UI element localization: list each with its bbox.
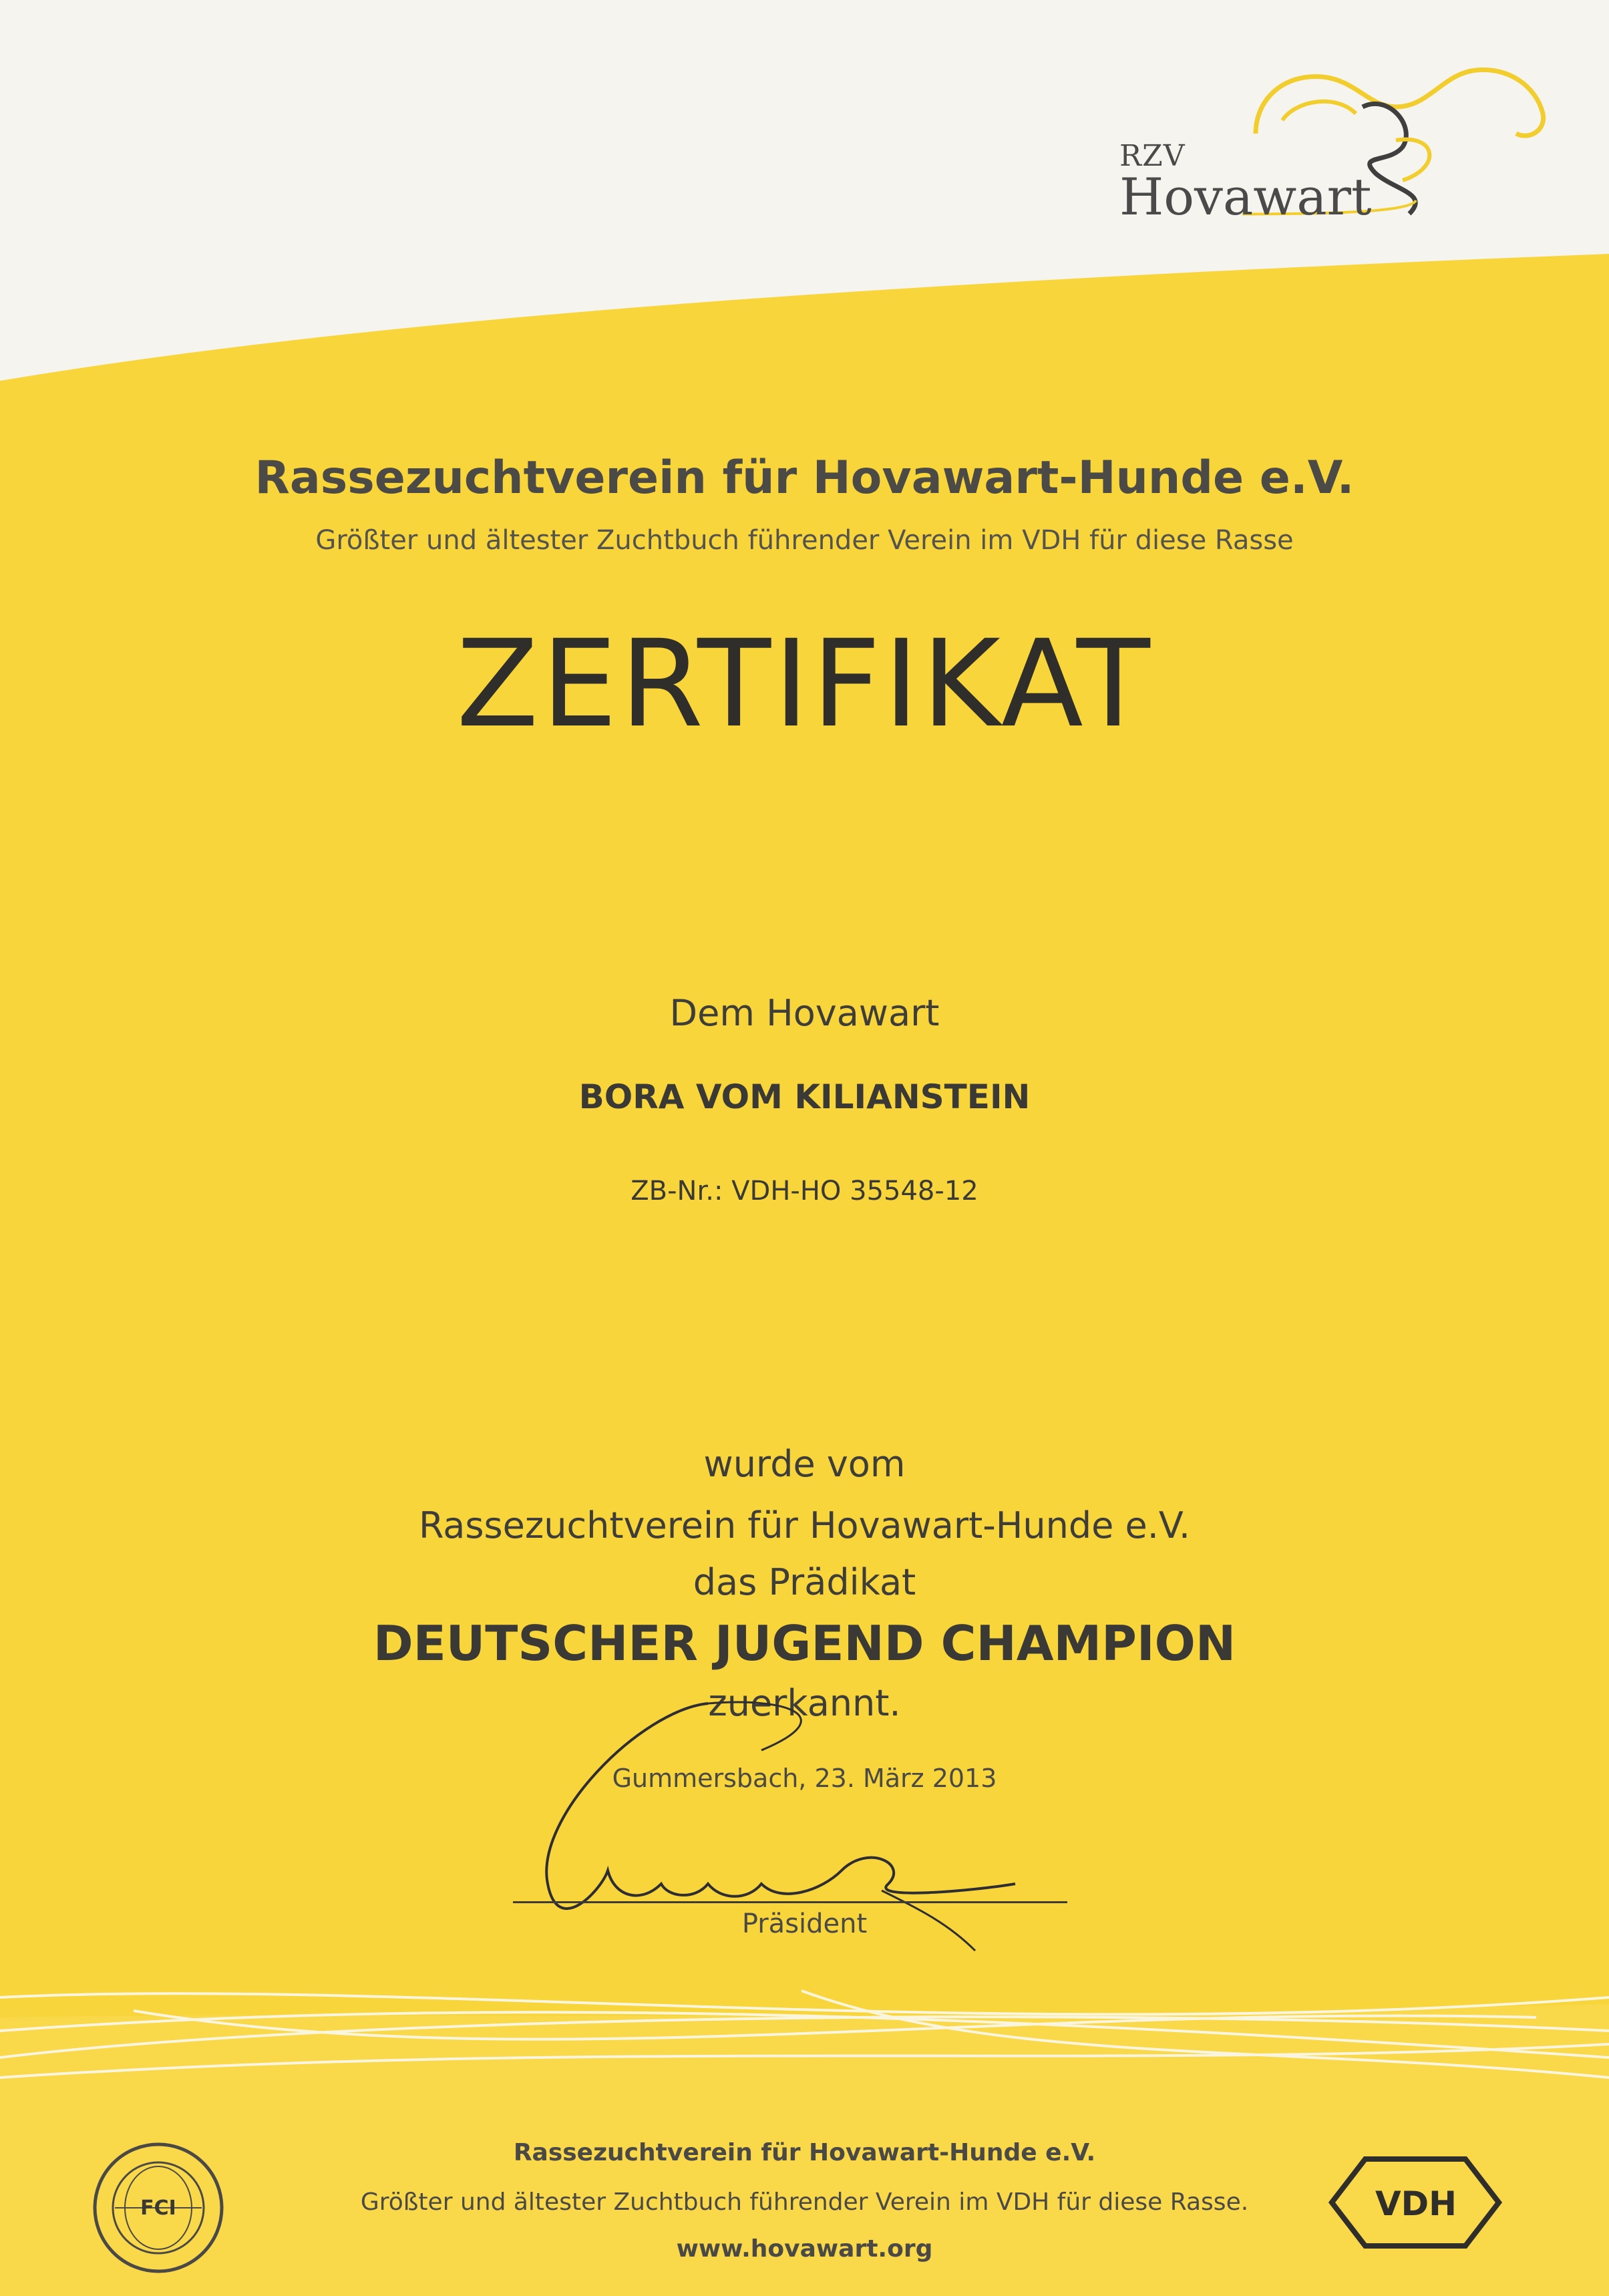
vdh-text: VDH: [1375, 2184, 1457, 2223]
footer-url[interactable]: www.hovawart.org: [676, 2235, 933, 2263]
footer-subtitle: Größter und ältester Zuchtbuch führender Verein im VDH für diese Rasse.: [360, 2188, 1249, 2216]
certificate-title: ZERTIFIKAT: [456, 615, 1153, 754]
zb-number: ZB-Nr.: VDH-HO 35548-12: [631, 1176, 978, 1206]
dem-hovawart: Dem Hovawart: [669, 992, 940, 1034]
fci-text: FCI: [140, 2196, 176, 2220]
champion-title: DEUTSCHER JUGEND CHAMPION: [373, 1615, 1236, 1671]
zuerkannt: zuerkannt.: [708, 1682, 901, 1724]
org-title: Rassezuchtverein für Hovawart-Hunde e.V.: [254, 452, 1355, 504]
logo-rzv: RZV: [1119, 139, 1186, 173]
signature-line: [513, 1901, 1067, 1903]
org-subtitle: Größter und ältester Zuchtbuch führender Verein im VDH für diese Rasse: [315, 525, 1294, 556]
signatory-role: Präsident: [741, 1909, 868, 1939]
awarding-org: Rassezuchtverein für Hovawart-Hunde e.V.: [418, 1504, 1191, 1546]
footer-org: Rassezuchtverein für Hovawart-Hunde e.V.: [513, 2139, 1096, 2166]
dog-name: BORA VOM KILIANSTEIN: [578, 1078, 1031, 1116]
wurde-vom: wurde vom: [703, 1443, 906, 1485]
das-praedikat: das Prädikat: [693, 1561, 916, 1603]
logo-hovawart: Hovawart: [1119, 167, 1372, 226]
place-date: Gummersbach, 23. März 2013: [612, 1764, 997, 1793]
